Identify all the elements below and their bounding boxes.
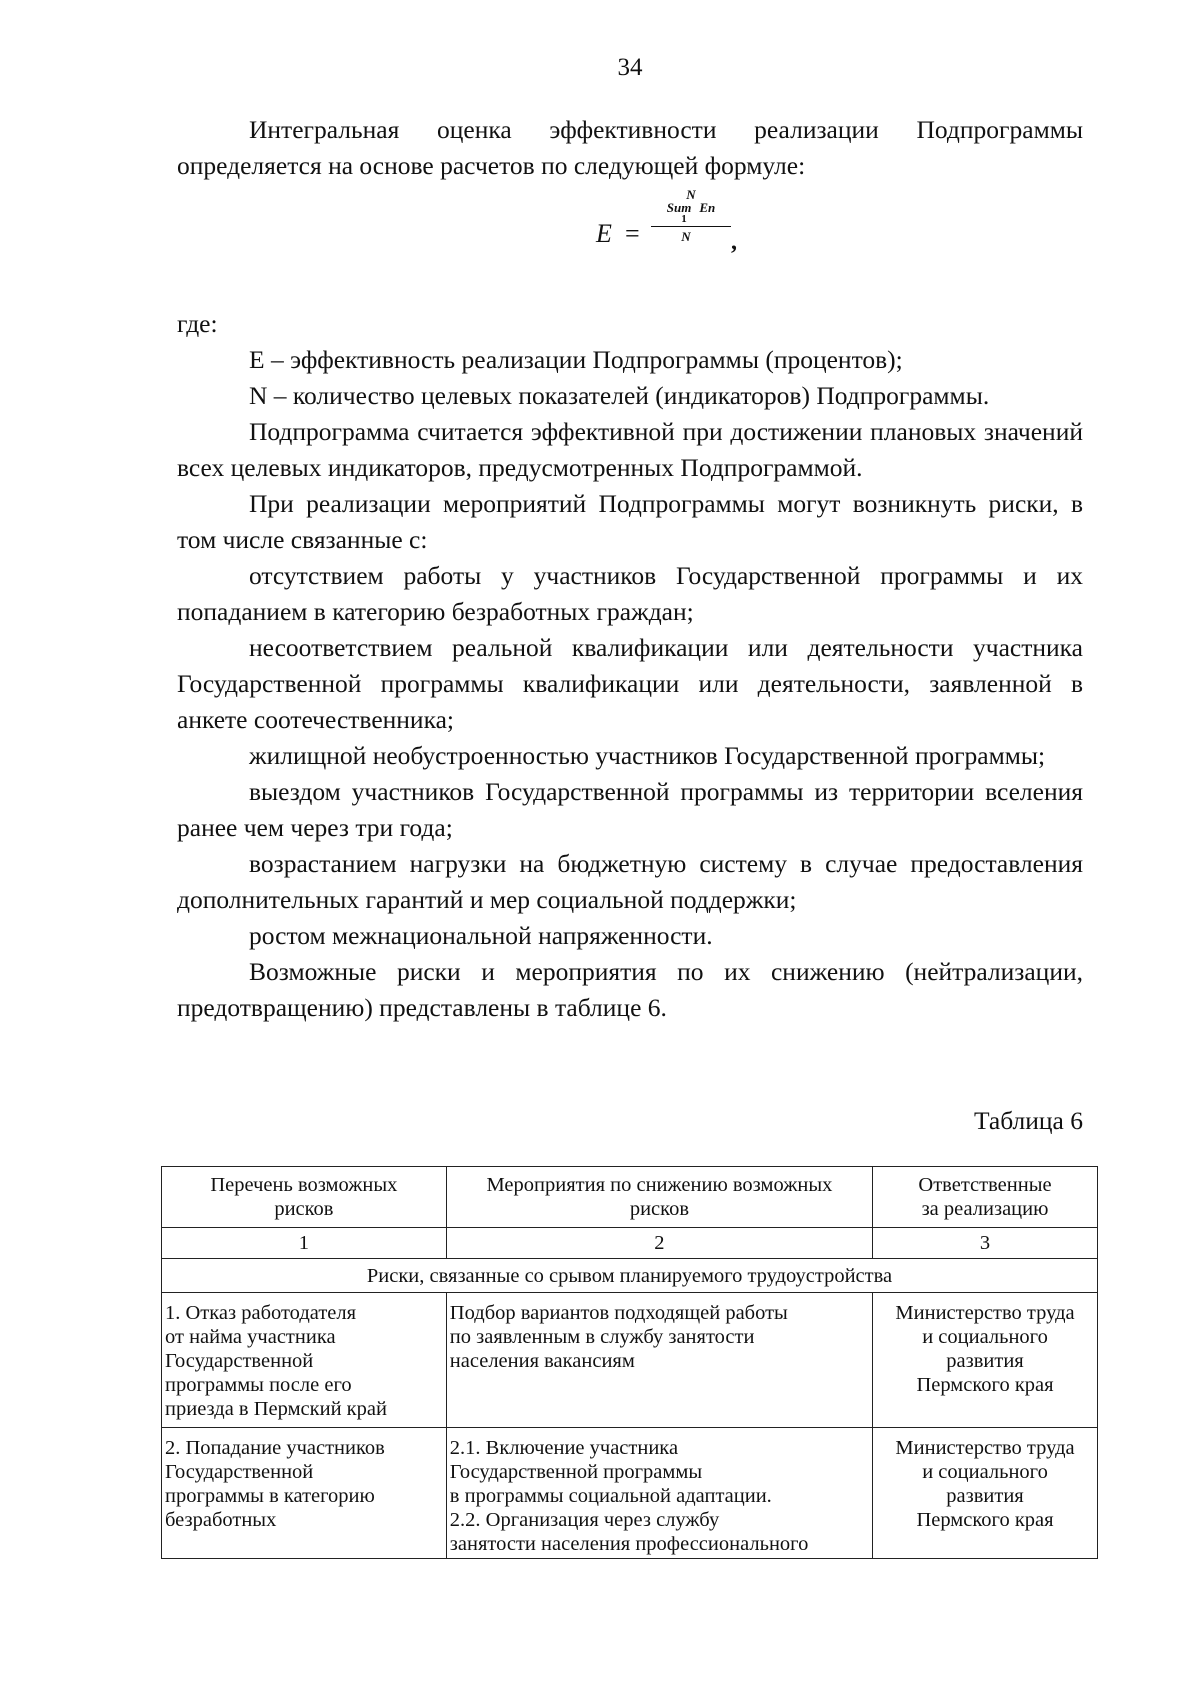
risk-cell: 2. Попадание участников Государственной программы в категорию безработных (162, 1428, 447, 1559)
risk-table (161, 1166, 1098, 1559)
paragraph-risk-budget: возрастанием нагрузки на бюджетную систему в случае предоставления дополнительных гарантий и мер социальной поддержки; (177, 849, 1083, 914)
column-number: 2 (446, 1228, 872, 1259)
paragraph-table-reference: Возможные риски и мероприятия по их снижению (нейтрализации, предотвращению) представлены в таблице 6. (177, 957, 1083, 1022)
column-number: 1 (162, 1228, 447, 1259)
document-body (177, 112, 1083, 1026)
table-header-row (162, 1167, 1098, 1228)
fraction-bar (651, 226, 731, 227)
paragraph-risk-tension: ростом межнациональной напряженности. (249, 921, 713, 950)
formula-fraction (651, 184, 731, 243)
page-number: 34 (617, 54, 643, 81)
table-row (162, 1293, 1098, 1428)
formula-denominator: N (681, 229, 691, 244)
header-responsible: Ответственные за реализацию (873, 1167, 1098, 1228)
sum-lower-limit: 1 (681, 213, 687, 225)
efficiency-formula (177, 184, 1083, 292)
intro-paragraph: Интегральная оценка эффективности реализации Подпрограммы определяется на основе расчетов по следующей формуле: (177, 115, 1083, 180)
header-measures: Мероприятия по снижению возможных рисков (446, 1167, 872, 1228)
paragraph-risk-departure: выездом участников Государственной программы из территории вселения ранее чем через три года; (177, 777, 1083, 842)
paragraph-risk-qualification: несоответствием реальной квалификации или деятельности участника Государственной программы квалификации или деятельности, заявленной в анкете соотечественника; (177, 633, 1083, 734)
paragraph-risk-housing: жилищной необустроенностью участников Государственной программы; (249, 741, 1046, 770)
sum-upper-limit: N (686, 187, 696, 202)
responsible-cell: Министерство труда и социального развития Пермского края (873, 1428, 1098, 1559)
measure-cell: Подбор вариантов подходящей работы по заявленным в службу занятости населения вакансиям (446, 1293, 872, 1428)
paragraph-risks-intro: При реализации мероприятий Подпрограммы могут возникнуть риски, в том числе связанные с: (177, 489, 1083, 554)
where-label: где: (177, 309, 218, 338)
formula-lhs: E (596, 219, 612, 248)
table-row (162, 1428, 1098, 1559)
section-row (162, 1259, 1098, 1293)
responsible-cell: Министерство труда и социального развития Пермского края (873, 1293, 1098, 1428)
column-number-row (162, 1228, 1098, 1259)
formula-comma: , (731, 229, 737, 255)
risk-cell: 1. Отказ работодателя от найма участника Государственной программы после его приезда в Пермский край (162, 1293, 447, 1428)
paragraph-risk-unemployment: отсутствием работы у участников Государственной программы и их попаданием в категорию безработных граждан; (177, 561, 1083, 626)
column-number: 3 (873, 1228, 1098, 1259)
sum-word: Sum (666, 200, 692, 215)
sum-term: En (699, 200, 716, 215)
formula-equals: = (625, 219, 640, 248)
header-risks: Перечень возможных рисков (162, 1167, 447, 1228)
table-caption: Таблица 6 (973, 1106, 1083, 1135)
paragraph-efficiency: Подпрограмма считается эффективной при достижении плановых значений всех целевых индикаторов, предусмотренных Подпрограммой. (177, 417, 1083, 482)
sum-expression (651, 201, 731, 214)
definition-e: E – эффективность реализации Подпрограммы (процентов); (249, 345, 903, 374)
definition-n: N – количество целевых показателей (индикаторов) Подпрограммы. (249, 381, 990, 410)
measure-cell: 2.1. Включение участника Государственной программы в программы социальной адаптации. 2.2. Организация через службу занятости населения профессионального (446, 1428, 872, 1559)
section-title: Риски, связанные со срывом планируемого трудоустройства (162, 1259, 1098, 1293)
